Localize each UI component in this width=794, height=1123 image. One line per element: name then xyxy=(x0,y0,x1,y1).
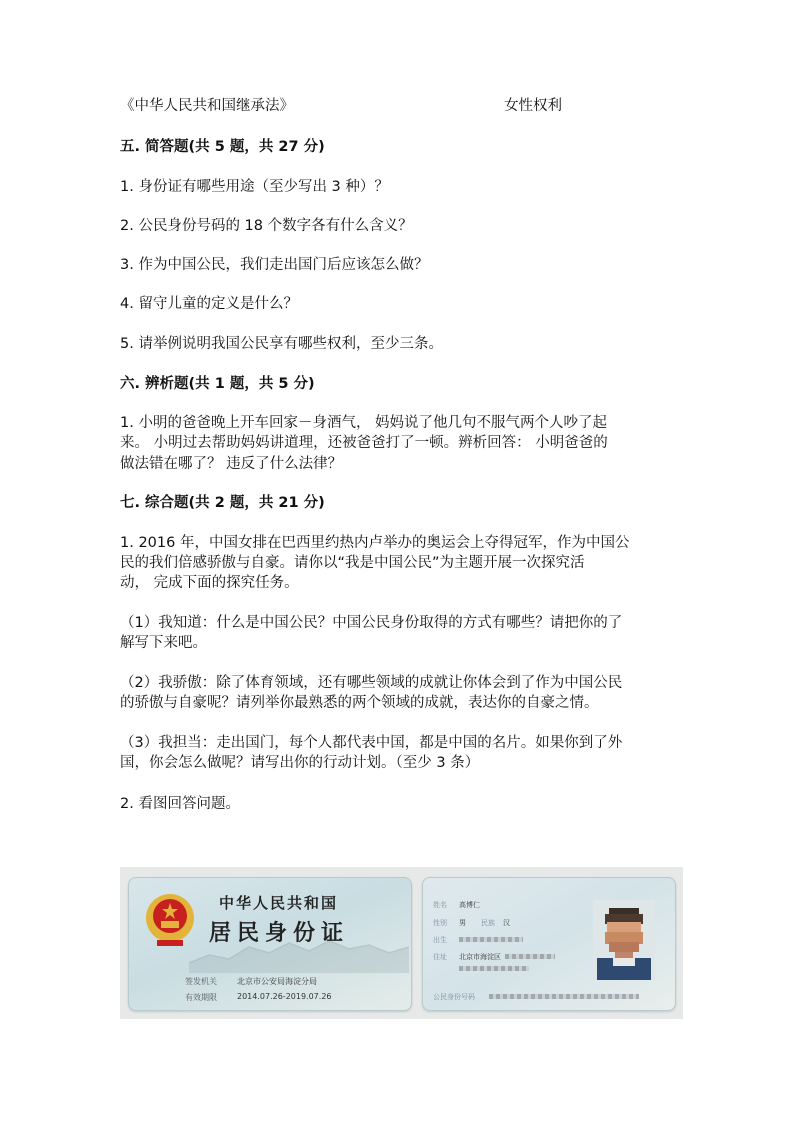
answer-right: 女性权利 xyxy=(504,98,562,114)
pixelated-portrait xyxy=(593,900,655,980)
card-title: 居民身份证 xyxy=(209,920,350,946)
field-ethnicity-value: 汉 xyxy=(503,919,510,927)
section5-q5: 5. 请举例说明我国公民享有哪些权利，至少三条。 xyxy=(120,336,443,352)
section7-sub3-line1: （3）我担当：走出国门，每个人都代表中国，都是中国的名片。如果你到了外 xyxy=(120,735,623,751)
section7-sub1-line1: （1）我知道：什么是中国公民？中国公民身份取得的方式有哪些？请把你的了 xyxy=(120,615,623,631)
field-address-value: 北京市海淀区 xyxy=(459,953,501,961)
field-address-blurred-2 xyxy=(459,966,529,971)
card-authority-label: 签发机关 xyxy=(185,977,217,986)
section6-q1-line2: 来。 小明过去帮助妈妈讲道理，还被爸爸打了一顿。辨析回答： 小明爸爸的 xyxy=(120,435,608,451)
card-validity-label: 有效期限 xyxy=(185,993,217,1002)
field-address-label: 住址 xyxy=(433,953,447,961)
section6-q1-line1: 1. 小明的爸爸晚上开车回家－身酒气， 妈妈说了他几句不服气两个人吵了起 xyxy=(120,415,608,431)
section6-title: 六. 辨析题(共 1 题，共 5 分) xyxy=(120,376,315,392)
section7-sub1-line2: 解写下来吧。 xyxy=(120,635,207,651)
section7-sub3-line2: 国，你会怎么做呢？请写出你的行动计划。（至少 3 条） xyxy=(120,755,480,771)
field-name-value: 高博仁 xyxy=(459,901,480,909)
card-authority-value: 北京市公安局海淀分局 xyxy=(237,977,317,986)
card-validity-value: 2014.07.26-2019.07.26 xyxy=(237,992,332,1001)
section5-q1: 1. 身份证有哪些用途（至少写出 3 种）？ xyxy=(120,179,389,195)
field-birth-value-blurred xyxy=(459,937,523,942)
id-card-back xyxy=(422,877,676,1011)
field-address-blurred-1 xyxy=(505,954,555,959)
section7-q1-line3: 动， 完成下面的探究任务。 xyxy=(120,575,299,591)
section5-q3: 3. 作为中国公民，我们走出国门后应该怎么做？ xyxy=(120,257,429,273)
national-emblem-icon xyxy=(143,890,197,950)
section7-title: 七. 综合题(共 2 题，共 21 分) xyxy=(120,495,325,511)
field-sex-label: 性别 xyxy=(433,919,447,927)
id-card-front xyxy=(128,877,412,1011)
section7-q1-line1: 1. 2016 年，中国女排在巴西里约热内卢举办的奥运会上夺得冠军，作为中国公 xyxy=(120,535,630,551)
field-birth-label: 出生 xyxy=(433,936,447,944)
section7-sub2-line2: 的骄傲与自豪呢？请列举你最熟悉的两个领域的成就，表达你的自豪之情。 xyxy=(120,695,599,711)
field-id-number-blurred xyxy=(489,994,639,999)
card-country: 中华人民共和国 xyxy=(219,894,339,912)
field-name-label: 姓名 xyxy=(433,901,447,909)
section5-title: 五. 简答题(共 5 题，共 27 分) xyxy=(120,139,325,155)
section7-sub2-line1: （2）我骄傲：除了体育领域，还有哪些领域的成就让你体会到了作为中国公民 xyxy=(120,675,623,691)
section5-q2: 2. 公民身份号码的 18 个数字各有什么含义？ xyxy=(120,218,413,234)
id-card-photo xyxy=(120,867,683,1019)
section7-q1-line2: 民的我们倍感骄傲与自豪。请你以“我是中国公民”为主题开展一次探究活 xyxy=(120,555,585,571)
section6-q1-line3: 做法错在哪了？ 违反了什么法律？ xyxy=(120,456,343,472)
section7-q2: 2. 看图回答问题。 xyxy=(120,796,240,812)
field-ethnicity-label: 民族 xyxy=(481,919,495,927)
section5-q4: 4. 留守儿童的定义是什么？ xyxy=(120,296,298,312)
answer-left: 《中华人民共和国继承法》 xyxy=(120,98,294,114)
field-id-number-label: 公民身份号码 xyxy=(433,993,475,1001)
field-sex-value: 男 xyxy=(459,919,466,927)
